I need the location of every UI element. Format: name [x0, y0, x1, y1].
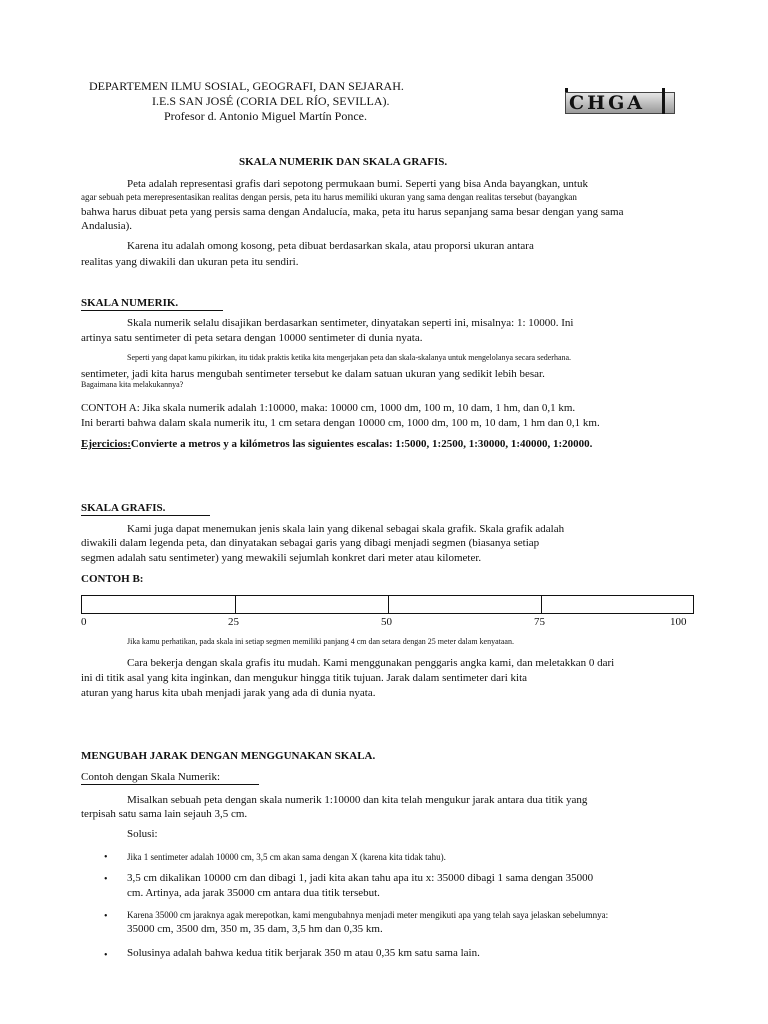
scale-divider: [541, 596, 542, 614]
logo-text: CHGA: [569, 92, 646, 114]
numerik-p2-line1: Seperti yang dapat kamu pikirkan, itu tidak praktis ketika kita mengerjakan peta dan skala-skalanya untuk mengelolanya secara sederhana.: [127, 353, 572, 362]
bullet-3-line2: 35000 cm, 3500 dm, 350 m, 35 dam, 3,5 hm dan 0,35 km.: [127, 923, 383, 935]
grafis-p1-line1: Kami juga dapat menemukan jenis skala lain yang dikenal sebagai skala grafik. Skala grafik adalah: [127, 523, 565, 535]
contoh-b-label: CONTOH B:: [81, 573, 144, 585]
grafis-p2-line2: ini di titik asal yang kita inginkan, dan mengukur hingga titik tujuan. Jarak dalam sentimeter dari kita: [81, 672, 528, 684]
chga-logo: [537, 82, 693, 122]
bullet-2-line2: cm. Artinya, ada jarak 35000 cm antara dua titik tersebut.: [127, 887, 380, 899]
ejercicios-line: [81, 439, 592, 450]
section-heading-mengubah: MENGUBAH JARAK DENGAN MENGGUNAKAN SKALA.: [81, 750, 376, 762]
heading-underline: [81, 515, 210, 516]
numerik-p2-line2: sentimeter, jadi kita harus mengubah sentimeter tersebut ke dalam satuan ukuran yang sedikit lebih besar.: [81, 368, 545, 380]
grafis-p1-line2: diwakili dalam legenda peta, dan dinyatakan sebagai garis yang dibagi menjadi segmen (biasanya setiap: [81, 537, 540, 549]
intro-p2-line2: realitas yang diwakili dan ukuran peta itu sendiri.: [81, 256, 299, 268]
scale-label-75: 75: [534, 616, 545, 628]
mengubah-p1-line2: terpisah satu sama lain sejauh 3,5 cm.: [81, 808, 248, 820]
grafis-p2-line3: aturan yang harus kita ubah menjadi jarak yang ada di dunia nyata.: [81, 687, 376, 699]
ejercicios-text: Convierte a metros y a kilómetros las siguientes escalas: 1:5000, 1:2500, 1:30000, 1:40000, 1:20000.: [130, 438, 593, 450]
bullet-dot: •: [104, 852, 108, 863]
subheading-contoh-numerik: Contoh dengan Skala Numerik:: [81, 771, 221, 783]
section-heading-numerik: SKALA NUMERIK.: [81, 297, 179, 309]
numerik-p1-line1: Skala numerik selalu disajikan berdasarkan sentimeter, dinyatakan seperti ini, misalnya: 1: 10000. Ini: [127, 317, 574, 329]
solusi-label: Solusi:: [127, 828, 158, 840]
mengubah-p1-line1: Misalkan sebuah peta dengan skala numerik 1:10000 dan kita telah mengukur jarak antara dua titik yang: [127, 794, 588, 806]
contoh-a-line1: CONTOH A: Jika skala numerik adalah 1:10000, maka: 10000 cm, 1000 dm, 100 m, 10 dam, 1 hm, dan 0,1 km.: [81, 402, 576, 414]
intro-p1-line2: agar sebuah peta merepresentasikan realitas dengan persis, peta itu harus memiliki ukuran yang sama dengan realitas tersebut (bayangkan: [81, 192, 577, 202]
header-school: I.E.S SAN JOSÉ (CORIA DEL RÍO, SEVILLA).: [152, 94, 390, 108]
bullet-dot: •: [104, 911, 108, 922]
ejercicios-label: Ejercicios:: [81, 438, 131, 450]
grafis-note: Jika kamu perhatikan, pada skala ini setiap segmen memiliki panjang 4 cm dan setara dengan 25 meter dalam kenyataan.: [127, 637, 514, 646]
logo-tick-right: [662, 88, 665, 114]
bullet-2-line1: 3,5 cm dikalikan 10000 cm dan dibagi 1, jadi kita akan tahu apa itu x: 35000 dibagi 1 sama dengan 35000: [127, 872, 594, 884]
contoh-a-line2: Ini berarti bahwa dalam skala numerik itu, 1 cm setara dengan 10000 cm, 1000 dm, 100 m, 10 dam, 1 hm dan 0,1 km.: [81, 417, 600, 429]
header-professor: Profesor d. Antonio Miguel Martín Ponce.: [164, 109, 367, 123]
intro-p1-line4: Andalusia).: [81, 220, 133, 232]
heading-underline: [81, 310, 223, 311]
scale-label-50: 50: [381, 616, 392, 628]
header-department: DEPARTEMEN ILMU SOSIAL, GEOGRAFI, DAN SEJARAH.: [89, 79, 404, 93]
bullet-dot: •: [104, 950, 108, 961]
intro-p1-line1: Peta adalah representasi grafis dari sepotong permukaan bumi. Seperti yang bisa Anda bayangkan, untuk: [127, 178, 588, 190]
bullet-dot: •: [104, 874, 108, 885]
numerik-p1-line2: artinya satu sentimeter di peta setara dengan 10000 sentimeter di dunia nyata.: [81, 332, 423, 344]
grafis-p1-line3: segmen adalah satu sentimeter) yang mewakili sejumlah konkret dari meter atau kilometer.: [81, 552, 482, 564]
page-title: SKALA NUMERIK DAN SKALA GRAFIS.: [239, 156, 448, 168]
grafis-p2-line1: Cara bekerja dengan skala grafis itu mudah. Kami menggunakan penggaris angka kami, dan meletakkan 0 dari: [127, 657, 615, 669]
bullet-3-line1: Karena 35000 cm jaraknya agak merepotkan, kami mengubahnya menjadi meter mengikuti apa yang telah saya jelaskan sebelumnya:: [127, 910, 609, 920]
scale-label-25: 25: [228, 616, 239, 628]
scale-divider: [388, 596, 389, 614]
intro-p1-line3: bahwa harus dibuat peta yang persis sama dengan Andalucía, maka, peta itu harus sepanjang sama besar dengan yang sama: [81, 206, 624, 218]
numerik-p2-line3: Bagaimana kita melakukannya?: [81, 380, 184, 389]
section-heading-grafis: SKALA GRAFIS.: [81, 502, 166, 514]
scale-label-0: 0: [81, 616, 87, 628]
scale-label-100: 100: [670, 616, 687, 628]
bullet-4: Solusinya adalah bahwa kedua titik berjarak 350 m atau 0,35 km satu sama lain.: [127, 947, 480, 959]
graphic-scale-bar: [81, 595, 694, 614]
scale-divider: [235, 596, 236, 614]
subheading-underline: [81, 784, 259, 785]
intro-p2-line1: Karena itu adalah omong kosong, peta dibuat berdasarkan skala, atau proporsi ukuran antara: [127, 240, 534, 252]
bullet-1: Jika 1 sentimeter adalah 10000 cm, 3,5 cm akan sama dengan X (karena kita tidak tahu).: [127, 852, 446, 862]
